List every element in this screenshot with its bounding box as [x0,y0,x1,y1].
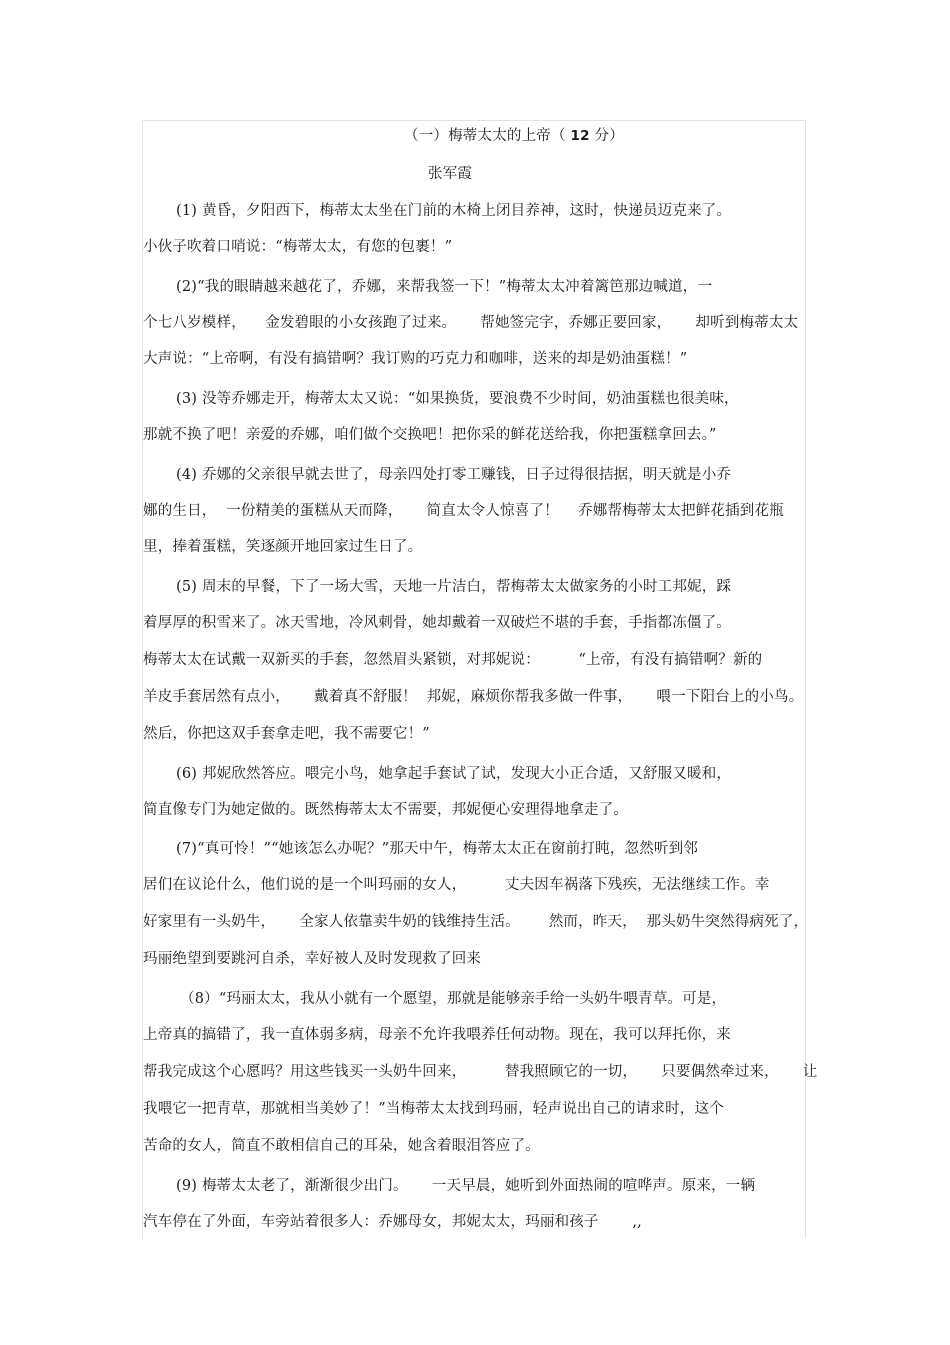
text-line: 个七八岁模样， 金发碧眼的小女孩跑了过来。 帮她签完字，乔娜正要回家， 却听到梅蒂太太 [143,315,799,331]
text-line: (5) 周末的早餐，下了一场大雪，天地一片洁白，帮梅蒂太太做家务的小时工邦妮，踩 [176,579,732,595]
text-line: 苦命的女人，简直不敢相信自己的耳朵，她含着眼泪答应了。 [143,1138,540,1154]
text-line: (2)“我的眼睛越来越花了，乔娜，来帮我签一下！”梅蒂太太冲着篱笆那边喊道，一 [176,279,713,295]
text-line: 着厚厚的积雪来了。冰天雪地，冷风刺骨，她却戴着一双破烂不堪的手套，手指都冻僵了。 [143,615,731,631]
article-title [404,126,624,146]
text-line: （8）“玛丽太太，我从小就有一个愿望，那就是能够亲手给一头奶牛喂青草。可是， [180,991,727,1007]
title-prefix: （一）梅蒂太太的上帝（ [404,128,571,144]
title-suffix: 分） [589,128,624,144]
title-score: 12 [570,128,590,144]
text-line: 居们在议论什么，他们说的是一个叫玛丽的女人， 丈夫因车祸落下残疾，无法继续工作。幸 [143,877,770,893]
text-line: 里，捧着蛋糕，笑逐颜开地回家过生日了。 [143,539,423,555]
text-line: 汽车停在了外面，车旁站着很多人：乔娜母女，邦妮太太，玛丽和孩子 ,, [143,1214,642,1230]
text-line: 上帝真的搞错了，我一直体弱多病，母亲不允许我喂养任何动物。现在，我可以拜托你，来 [143,1027,731,1043]
text-line: (7)“真可怜！”“她该怎么办呢？”那天中午，梅蒂太太正在窗前打盹，忽然听到邻 [176,841,698,857]
text-line: (1) 黄昏，夕阳西下，梅蒂太太坐在门前的木椅上闭目养神，这时，快递员迈克来了。 [176,203,732,219]
text-line: (9) 梅蒂太太老了，渐渐很少出门。 一天早晨，她听到外面热闹的喧哗声。原来，一辆 [176,1178,756,1194]
text-line: 然后，你把这双手套拿走吧，我不需要它！” [143,726,430,742]
text-line: (4) 乔娜的父亲很早就去世了，母亲四处打零工赚钱，日子过得很拮据，明天就是小乔 [176,467,732,483]
text-line: (3) 没等乔娜走开，梅蒂太太又说：“如果换货，要浪费不少时间，奶油蛋糕也很美味， [176,391,739,407]
text-line: (6) 邦妮欣然答应。喂完小鸟，她拿起手套试了试，发现大小正合适，又舒服又暖和， [176,766,732,782]
text-line: 那就不换了吧！亲爱的乔娜，咱们做个交换吧！把你采的鲜花送给我，你把蛋糕拿回去。” [143,427,717,443]
text-line: 小伙子吹着口哨说：“梅蒂太太，有您的包裹！” [143,239,453,255]
text-line: 梅蒂太太在试戴一双新买的手套，忽然眉头紧锁，对邦妮说： “上帝，有没有搞错啊？新的 [143,652,763,668]
text-line: 好家里有一头奶牛， 全家人依靠卖牛奶的钱维持生活。 然而，昨天， 那头奶牛突然得病死了， [143,914,809,930]
text-line: 玛丽绝望到要跳河自杀，幸好被人及时发现救了回来 [143,951,482,967]
author-name: 张军霞 [428,166,473,182]
text-line: 羊皮手套居然有点小， 戴着真不舒服！ 邦妮，麻烦你帮我多做一件事， 喂一下阳台上的小鸟。 [143,689,804,705]
text-line: 我喂它一把青草，那就相当美妙了！”当梅蒂太太找到玛丽，轻声说出自己的请求时，这个 [143,1101,724,1117]
text-line: 娜的生日， 一份精美的蛋糕从天而降， 简直太令人惊喜了！ 乔娜帮梅蒂太太把鲜花插到花瓶 [143,503,784,519]
text-line: 大声说：“上帝啊，有没有搞错啊？我订购的巧克力和咖啡，送来的却是奶油蛋糕！” [143,351,688,367]
text-line: 帮我完成这个心愿吗？用这些钱买一头奶牛回来， 替我照顾它的一切， 只要偶然牵过来， 让 [143,1064,818,1080]
text-line: 简直像专门为她定做的。既然梅蒂太太不需要，邦妮便心安理得地拿走了。 [143,802,629,818]
